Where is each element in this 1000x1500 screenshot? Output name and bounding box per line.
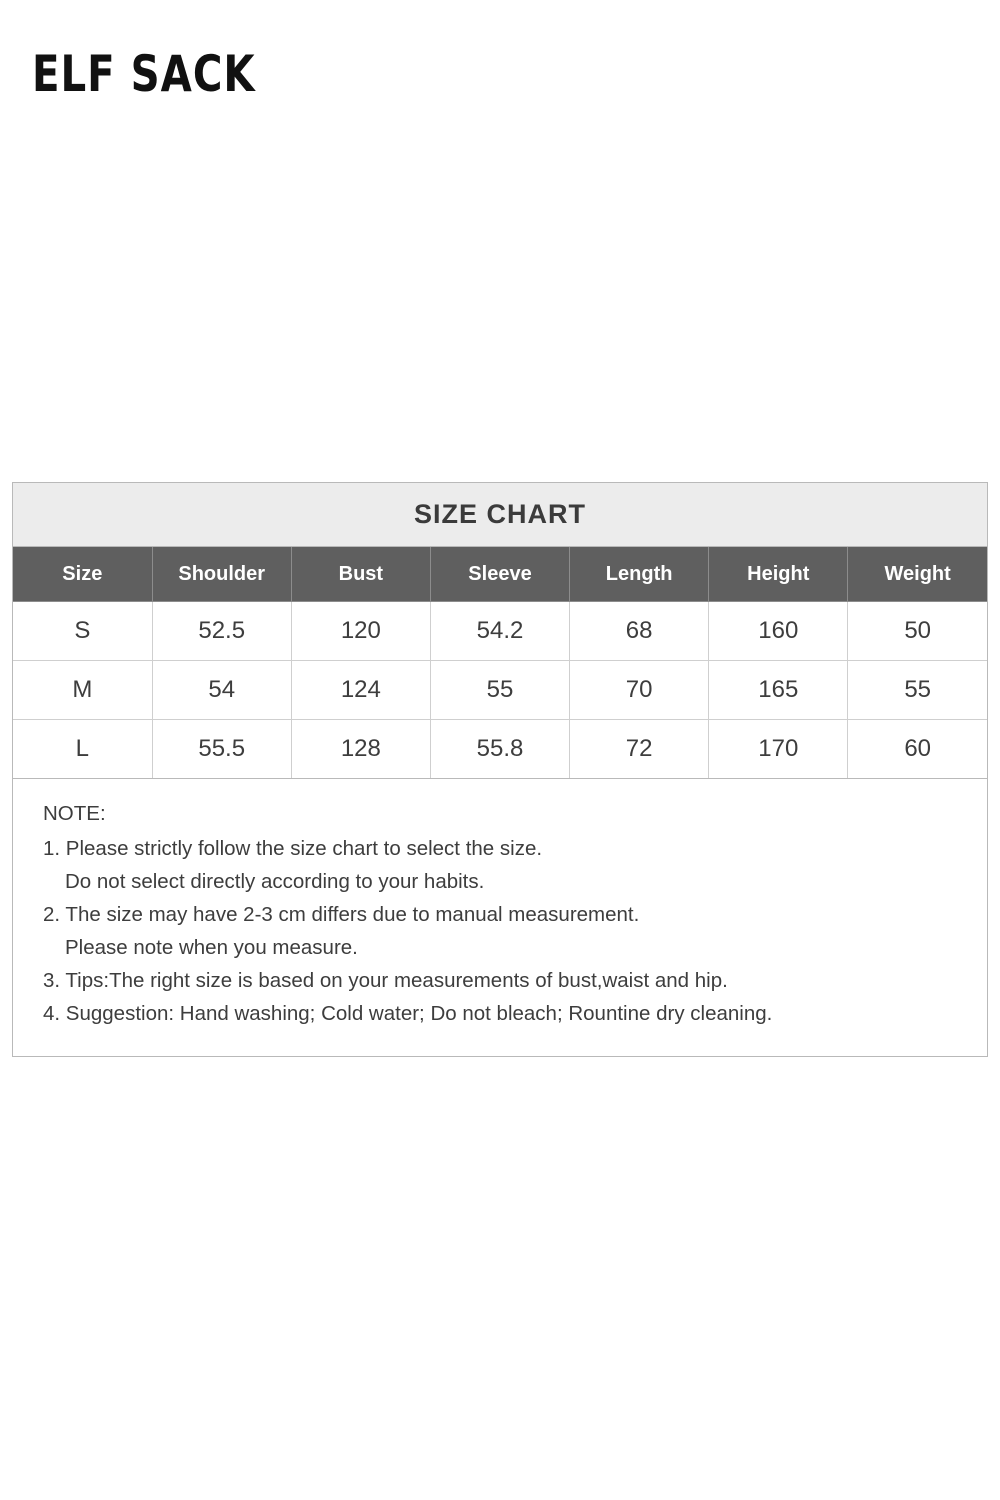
- cell-weight: 50: [848, 602, 987, 661]
- cell-weight: 55: [848, 661, 987, 720]
- column-header-weight: Weight: [848, 547, 987, 602]
- size-chart-table: [13, 547, 987, 779]
- note-line-1b: Do not select directly according to your habits.: [65, 870, 485, 893]
- cell-weight: 60: [848, 720, 987, 779]
- cell-size: S: [13, 602, 152, 661]
- cell-sleeve: 55: [430, 661, 569, 720]
- cell-shoulder: 54: [152, 661, 291, 720]
- brand-logo: [32, 38, 272, 103]
- note-line-2: 2. The size may have 2-3 cm differs due to manual measurement.: [43, 903, 640, 926]
- cell-size: M: [13, 661, 152, 720]
- cell-bust: 124: [291, 661, 430, 720]
- cell-bust: 120: [291, 602, 430, 661]
- column-header-size: Size: [13, 547, 152, 602]
- note-section: [13, 779, 987, 1056]
- size-chart-title: SIZE CHART: [13, 483, 987, 547]
- table-header-row: [13, 547, 987, 602]
- column-header-shoulder: Shoulder: [152, 547, 291, 602]
- cell-size: L: [13, 720, 152, 779]
- cell-sleeve: 55.8: [430, 720, 569, 779]
- size-chart-panel: [12, 482, 988, 1057]
- cell-sleeve: 54.2: [430, 602, 569, 661]
- table-row: [13, 661, 987, 720]
- note-title: NOTE:: [43, 802, 106, 825]
- note-line-1: 1. Please strictly follow the size chart to select the size.: [43, 837, 543, 860]
- brand-logo-text: ELF SACK: [32, 45, 256, 103]
- table-row: [13, 720, 987, 779]
- cell-shoulder: 55.5: [152, 720, 291, 779]
- cell-height: 170: [709, 720, 848, 779]
- cell-height: 165: [709, 661, 848, 720]
- cell-bust: 128: [291, 720, 430, 779]
- note-line-4: 4. Suggestion: Hand washing; Cold water; Do not bleach; Rountine dry cleaning.: [43, 1002, 773, 1025]
- note-line-2b: Please note when you measure.: [65, 936, 358, 959]
- note-line-3: 3. Tips:The right size is based on your measurements of bust,waist and hip.: [43, 969, 728, 992]
- column-header-height: Height: [709, 547, 848, 602]
- cell-length: 68: [570, 602, 709, 661]
- column-header-sleeve: Sleeve: [430, 547, 569, 602]
- column-header-bust: Bust: [291, 547, 430, 602]
- cell-height: 160: [709, 602, 848, 661]
- table-row: [13, 602, 987, 661]
- cell-length: 70: [570, 661, 709, 720]
- cell-length: 72: [570, 720, 709, 779]
- cell-shoulder: 52.5: [152, 602, 291, 661]
- column-header-length: Length: [570, 547, 709, 602]
